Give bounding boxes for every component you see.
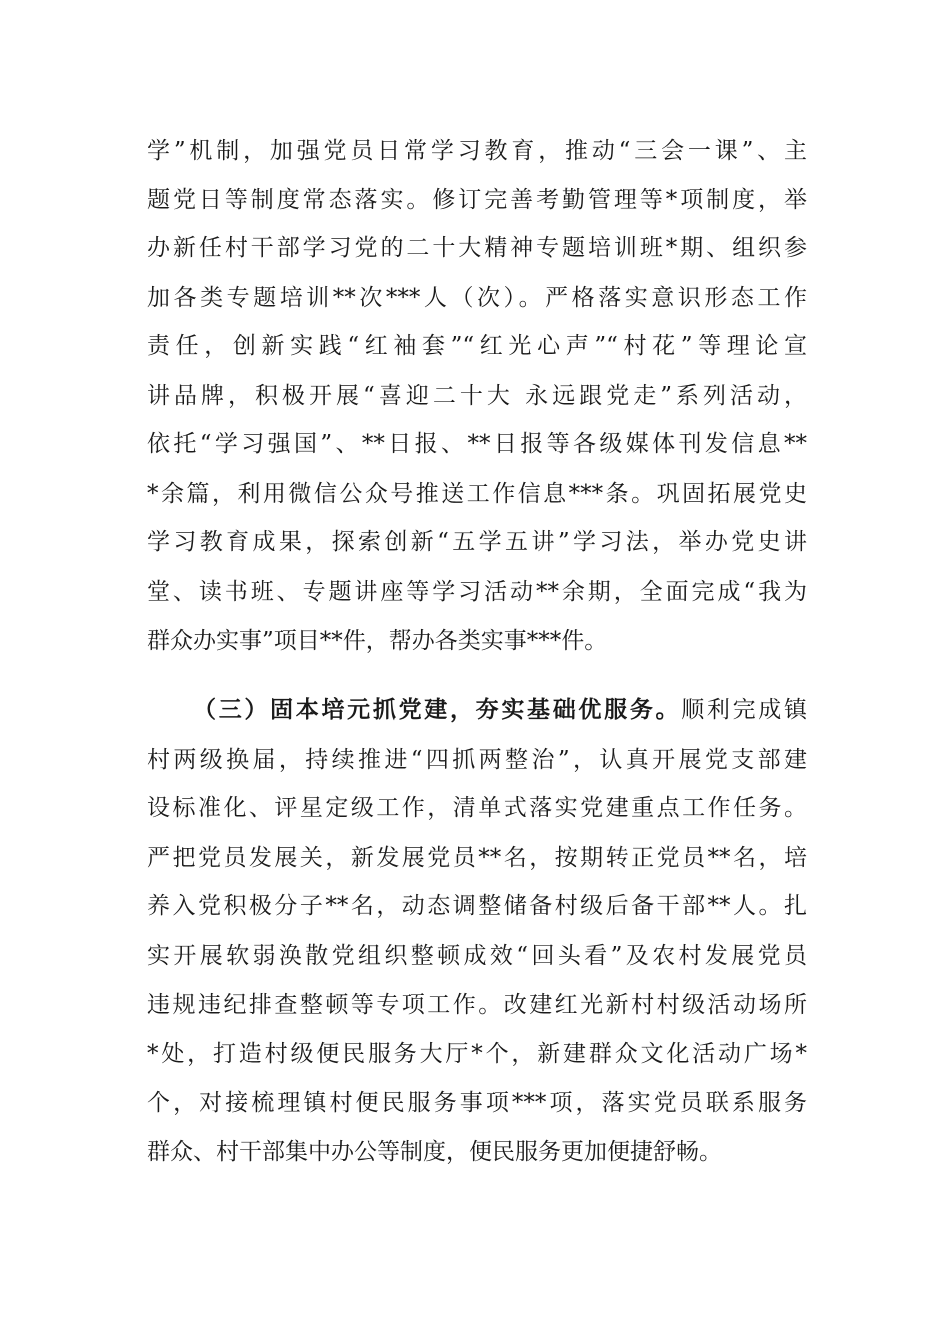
paragraph-1-line: 学”机制，加强党员日常学习教育，推动“三会一课”、主 xyxy=(147,138,807,164)
paragraph-1-line: 堂、读书班、专题讲座等学习活动**余期，全面完成“我为 xyxy=(147,579,807,605)
paragraph-1-line: 办新任村干部学习党的二十大精神专题培训班*期、组织参 xyxy=(147,235,807,261)
paragraph-2-line: 群众、村干部集中办公等制度，便民服务更加便捷舒畅。 xyxy=(147,1139,722,1165)
paragraph-1-line: 学习教育成果，探索创新“五学五讲”学习法，举办党史讲 xyxy=(147,529,807,555)
paragraph-1-line: 讲品牌，积极开展“喜迎二十大 永远跟党走”系列活动， xyxy=(147,383,807,409)
paragraph-1-line: *余篇，利用微信公众号推送工作信息***条。巩固拓展党史 xyxy=(147,481,807,507)
paragraph-2-line: 实开展软弱涣散党组织整顿成效“回头看”及农村发展党员 xyxy=(147,943,807,969)
paragraph-2-line: 个，对接梳理镇村便民服务事项***项，落实党员联系服务 xyxy=(147,1090,807,1116)
paragraph-2-first-line xyxy=(193,690,807,730)
paragraph-2-line: 养入党积极分子**名，动态调整储备村级后备干部**人。扎 xyxy=(147,893,807,919)
paragraph-2-line: *处，打造村级便民服务大厅*个，新建群众文化活动广场* xyxy=(147,1041,807,1067)
paragraph-1-line: 依托“学习强国”、**日报、**日报等各级媒体刊发信息** xyxy=(147,431,807,457)
paragraph-1-line: 责任，创新实践“红袖套”“红光心声”“村花”等理论宣 xyxy=(147,333,807,359)
paragraph-2-line: 严把党员发展关，新发展党员**名，按期转正党员**名，培 xyxy=(147,845,807,871)
paragraph-1-line: 加各类专题培训**次***人（次）。严格落实意识形态工作 xyxy=(147,285,807,311)
paragraph-1-line: 群众办实事”项目**件，帮办各类实事***件。 xyxy=(147,628,608,654)
paragraph-1-line: 题党日等制度常态落实。修订完善考勤管理等*项制度，举 xyxy=(147,187,807,213)
paragraph-2-line: 设标准化、评星定级工作，清单式落实党建重点工作任务。 xyxy=(147,795,807,821)
section-heading: （三）固本培元抓党建，夯实基础优服务。 xyxy=(193,696,682,723)
paragraph-2-line: 村两级换届，持续推进“四抓两整治”，认真开展党支部建 xyxy=(147,747,807,773)
paragraph-2-line: 违规违纪排查整顿等专项工作。改建红光新村村级活动场所 xyxy=(147,992,807,1018)
paragraph-2-first-line-rest: 顺利完成镇 xyxy=(681,697,808,723)
